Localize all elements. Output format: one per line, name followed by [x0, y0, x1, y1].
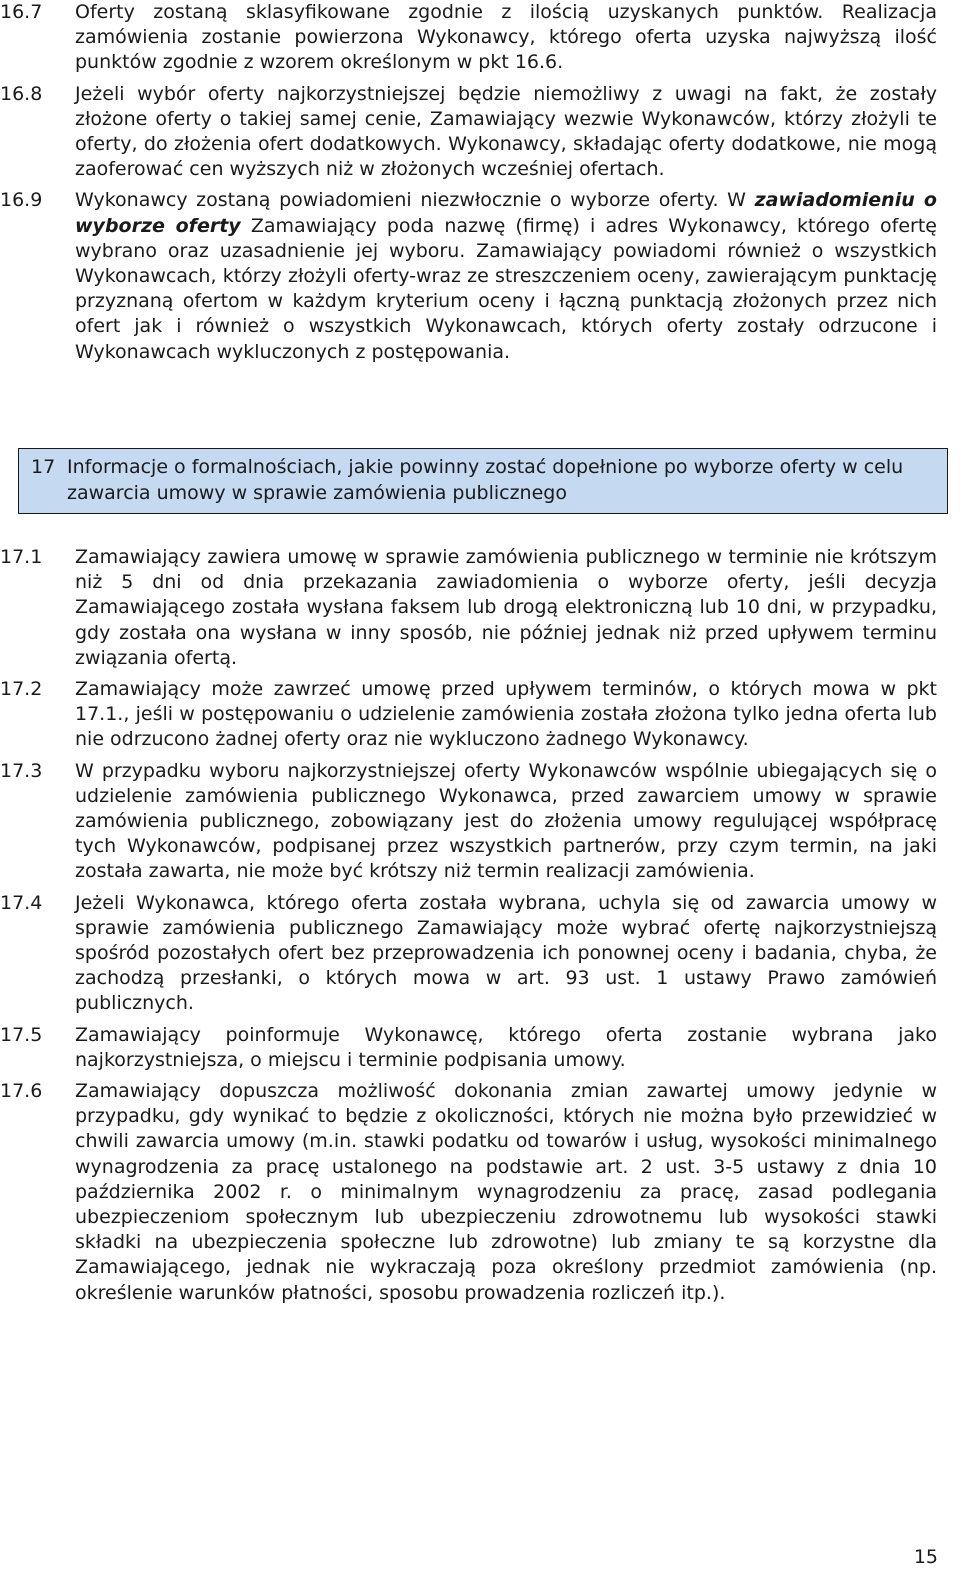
section-heading-number: 17: [31, 456, 56, 478]
list-item-17-6: [0, 1079, 937, 1306]
section-17-items: [0, 545, 937, 1306]
list-item-17-3: [0, 759, 937, 885]
emphasized-phrase: zawiadomieniu o wyborze oferty: [75, 189, 937, 237]
item-text: [75, 188, 937, 364]
item-text: Oferty zostaną sklasyfikowane zgodnie z ilością uzyskanych punktów. Realizacja zamówienia zostanie powierzona Wykonawcy, którego oferta uzyska najwyższą ilość punktów zgodnie z wzorem określonym w pkt 16.6.: [75, 1, 937, 74]
item-text: Zamawiający poinformuje Wykonawcę, którego oferta zostanie wybrana jako najkorzystniejsza, o miejscu i terminie podpisania umowy.: [75, 1023, 937, 1071]
item-number: 17.5: [0, 1023, 43, 1046]
list-item-16-7: [0, 0, 937, 76]
item-text: Zamawiający dopuszcza możliwość dokonania zmian zawartej umowy jedynie w przypadku, gdy wynikać to będzie z okoliczności, których nie można było przewidzieć w chwili zawarcia umowy (m.in. stawki podatku od towarów i usług, wysokości minimalnego wynagrodzenia za pracę ustalonego na podstawie art. 2 ust. 3-5 ustawy z dnia 10 października 2002 r. o minimalnym wynagrodzeniu za pracę, zasad podlegania ubezpieczeniom społecznym lub ubezpieczeniu zdrowotnemu lub wysokości stawki składki na ubezpieczenia społeczne lub zdrowotne) lub zmiany te są korzystne dla Zamawiającego, jednak nie wykraczają poza określony przedmiot zamówienia (np. określenie warunków płatności, sposobu prowadzenia rozliczeń itp.).: [75, 1080, 937, 1304]
item-number: 17.4: [0, 891, 43, 914]
item-text-part: Wykonawcy zostaną powiadomieni niezwłocznie o wyborze oferty. W: [75, 189, 755, 212]
item-number: 17.1: [0, 546, 43, 568]
section-heading-title: Informacje o formalnościach, jakie powinny zostać dopełnione po wyborze oferty w celu zawarcia umowy w sprawie zamówienia publicznego: [67, 456, 904, 504]
item-text: Zamawiający może zawrzeć umowę przed upływem terminów, o których mowa w pkt 17.1., jeśli w postępowaniu o udzielenie zamówienia została złożona tylko jedna oferta lub nie odrzucono żadnej oferty oraz nie wykluczono żadnego Wykonawcy.: [75, 678, 937, 751]
page-number: 15: [913, 1546, 938, 1568]
list-item-17-1: [0, 545, 937, 671]
item-number: 16.8: [0, 82, 43, 105]
item-text: Jeżeli Wykonawca, którego oferta została wybrana, uchyla się od zawarcia umowy w sprawie zamówienia publicznego Zamawiający może wybrać ofertę najkorzystniejszą spośród pozostałych ofert bez przeprowadzenia ich ponownej oceny i badania, chyba, że zachodzą przesłanki, o których mowa w art. 93 ust. 1 ustawy Prawo zamówień publicznych.: [75, 891, 937, 1015]
section-16-items: [0, 0, 937, 365]
item-text: W przypadku wyboru najkorzystniejszej oferty Wykonawców wspólnie ubiegających się o udzielenie zamówienia publicznego Wykonawca, przed zawarciem umowy w sprawie zamówienia publicznego, zobowiązany jest do złożenia umowy regulującej współpracę tych Wykonawców, podpisanej przez wszystkich partnerów, przy czym termin, na jaki została zawarta, nie może być krótszy niż termin realizacji zamówienia.: [75, 759, 937, 883]
list-item-17-2: [0, 677, 937, 753]
item-number: 17.2: [0, 678, 43, 701]
list-item-16-9: [0, 188, 937, 364]
item-number: 17.3: [0, 759, 43, 782]
item-text: Jeżeli wybór oferty najkorzystniejszej będzie niemożliwy z uwagi na fakt, że zostały złożone oferty o takiej samej cenie, Zamawiający wezwie Wykonawców, którzy złożyli te oferty, do złożenia ofert dodatkowych. Wykonawcy, składając oferty dodatkowe, nie mogą zaoferować cen wyższych niż w złożonych wcześniej ofertach.: [75, 82, 937, 181]
item-text-part: Zamawiający poda nazwę (firmę) i adres Wykonawcy, którego ofertę wybrano oraz uzasadnienie jej wyboru. Zamawiający powiadomi również o wszystkich Wykonawcach, którzy złożyli oferty-wraz ze streszczeniem oceny, zawierającym punktację przyznaną ofertom w każdym kryterium oceny i łączną punktacją złożonych przez nich ofert jak i również o wszystkich Wykonawcach, których oferty zostały odrzucone i Wykonawcach wykluczonych z postępowania.: [75, 214, 937, 363]
list-item-16-8: [0, 82, 937, 183]
item-text: Zamawiający zawiera umowę w sprawie zamówienia publicznego w terminie nie krótszym niż 5 dni od dnia przekazania zawiadomienia o wyborze oferty, jeśli decyzja Zamawiającego została wysłana faksem lub drogą elektroniczną lub 10 dni, w przypadku, gdy została ona wysłana w inny sposób, nie później jednak niż przed upływem terminu związania ofertą.: [75, 546, 937, 669]
item-number: 16.7: [0, 1, 43, 23]
list-item-17-4: [0, 891, 937, 1017]
list-item-17-5: [0, 1023, 937, 1073]
section-heading-box: [18, 448, 948, 514]
item-number: 16.9: [0, 189, 43, 212]
item-number: 17.6: [0, 1080, 43, 1103]
